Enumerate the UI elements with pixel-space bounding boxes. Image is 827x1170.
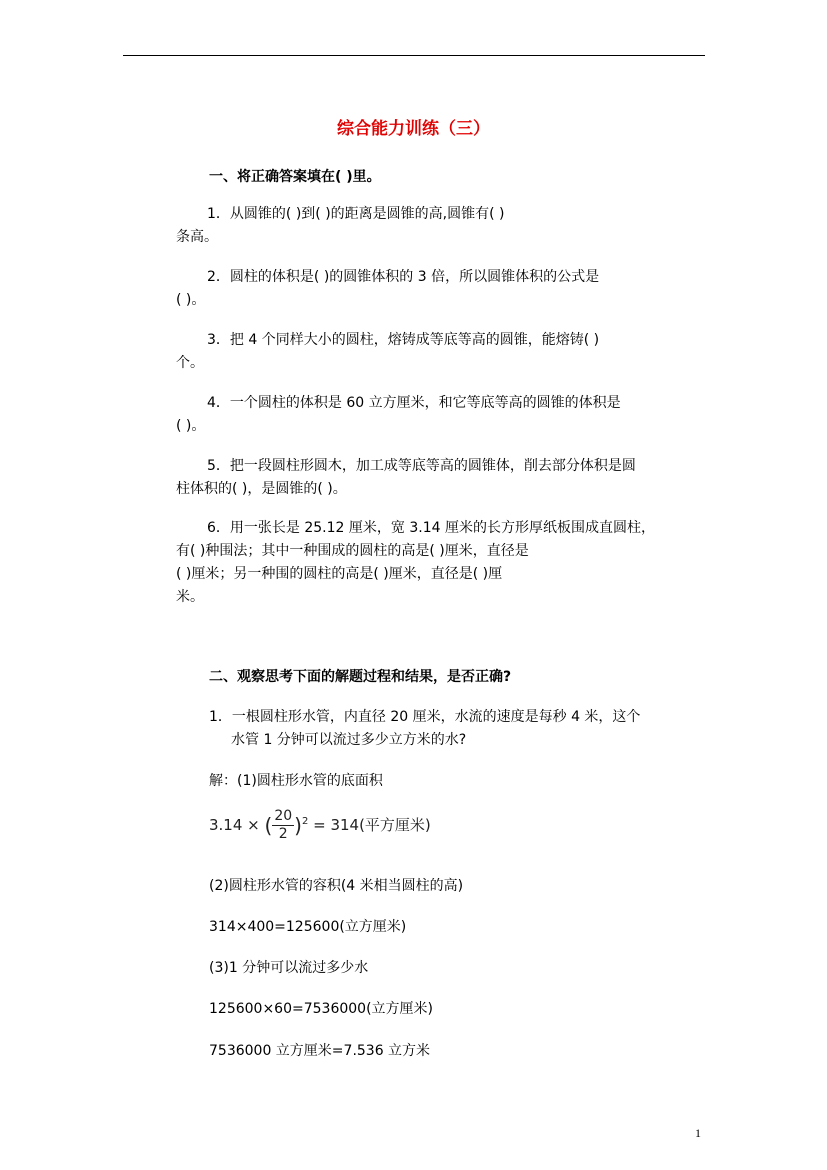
step-2: (2)圆柱形水管的容积(4 米相当圆柱的高) bbox=[209, 878, 464, 894]
page-number: 1 bbox=[695, 1126, 701, 1140]
question-line: 4．一个圆柱的体积是 60 立方厘米，和它等底等高的圆锥的体积是 bbox=[207, 395, 621, 411]
question-line: 5．把一段圆柱形圆木，加工成等底等高的圆锥体，削去部分体积是圆 bbox=[207, 458, 636, 474]
calc-4: 7536000 立方厘米=7.536 立方米 bbox=[209, 1043, 431, 1059]
section2-question-1 bbox=[209, 706, 640, 752]
question-5 bbox=[176, 455, 666, 501]
question-line: 有( )种围法；其中一种围成的圆柱的高是( )厘米，直径是 bbox=[176, 543, 529, 559]
question-3 bbox=[176, 329, 666, 375]
question-line: 3．把 4 个同样大小的圆柱，熔铸成等底等高的圆锥，能熔铸( ) bbox=[207, 332, 600, 348]
exponent: 2 bbox=[301, 816, 309, 827]
formula-prefix: 3.14 × bbox=[209, 816, 265, 834]
solution-label: 解：(1)圆柱形水管的底面积 bbox=[209, 773, 383, 789]
calc-3: 125600×60=7536000(立方厘米) bbox=[209, 1001, 433, 1017]
section1-heading: 一、将正确答案填在( )里。 bbox=[209, 169, 381, 185]
question-6 bbox=[176, 517, 666, 609]
fraction bbox=[272, 808, 294, 843]
question-line: 个。 bbox=[176, 355, 204, 371]
area-formula: 3.14 × ( $\frac{20}{2}$ )$^2$ = 314(平方厘米) bbox=[209, 808, 431, 842]
question-line: 1．从圆锥的( )到( )的距离是圆锥的高,圆锥有( ) bbox=[207, 206, 505, 222]
question-line: 6．用一张长是 25.12 厘米，宽 3.14 厘米的长方形厚纸板围成直圆柱， bbox=[207, 520, 655, 536]
question-1 bbox=[176, 203, 666, 249]
calc-2: 314×400=125600(立方厘米) bbox=[209, 919, 407, 935]
question-line: 1．一根圆柱形水管，内直径 20 厘米，水流的速度是每秒 4 米，这个 bbox=[209, 709, 641, 725]
fraction-denominator: 2 bbox=[278, 826, 288, 842]
question-line: 2．圆柱的体积是( )的圆锥体积的 3 倍，所以圆锥体积的公式是 bbox=[207, 269, 600, 285]
step-3: (3)1 分钟可以流过多少水 bbox=[209, 960, 369, 976]
question-line: 米。 bbox=[176, 589, 204, 605]
header-rule bbox=[123, 55, 705, 56]
question-line: ( )。 bbox=[176, 418, 206, 434]
question-line: 柱体积的( )，是圆锥的( )。 bbox=[176, 481, 347, 497]
question-2 bbox=[176, 266, 666, 312]
page-title: 综合能力训练（三） bbox=[337, 119, 490, 139]
question-line: ( )厘米；另一种围的圆柱的高是( )厘米，直径是( )厘 bbox=[176, 566, 503, 582]
fraction-numerator: 20 bbox=[274, 808, 293, 824]
question-line: 水管 1 分钟可以流过多少立方米的水? bbox=[231, 732, 467, 748]
formula-suffix: = 314(平方厘米) bbox=[308, 816, 431, 834]
question-line: ( )。 bbox=[176, 292, 206, 308]
section2-heading: 二、观察思考下面的解题过程和结果，是否正确? bbox=[209, 669, 512, 685]
question-4 bbox=[176, 392, 666, 438]
question-line: 条高。 bbox=[176, 229, 218, 245]
